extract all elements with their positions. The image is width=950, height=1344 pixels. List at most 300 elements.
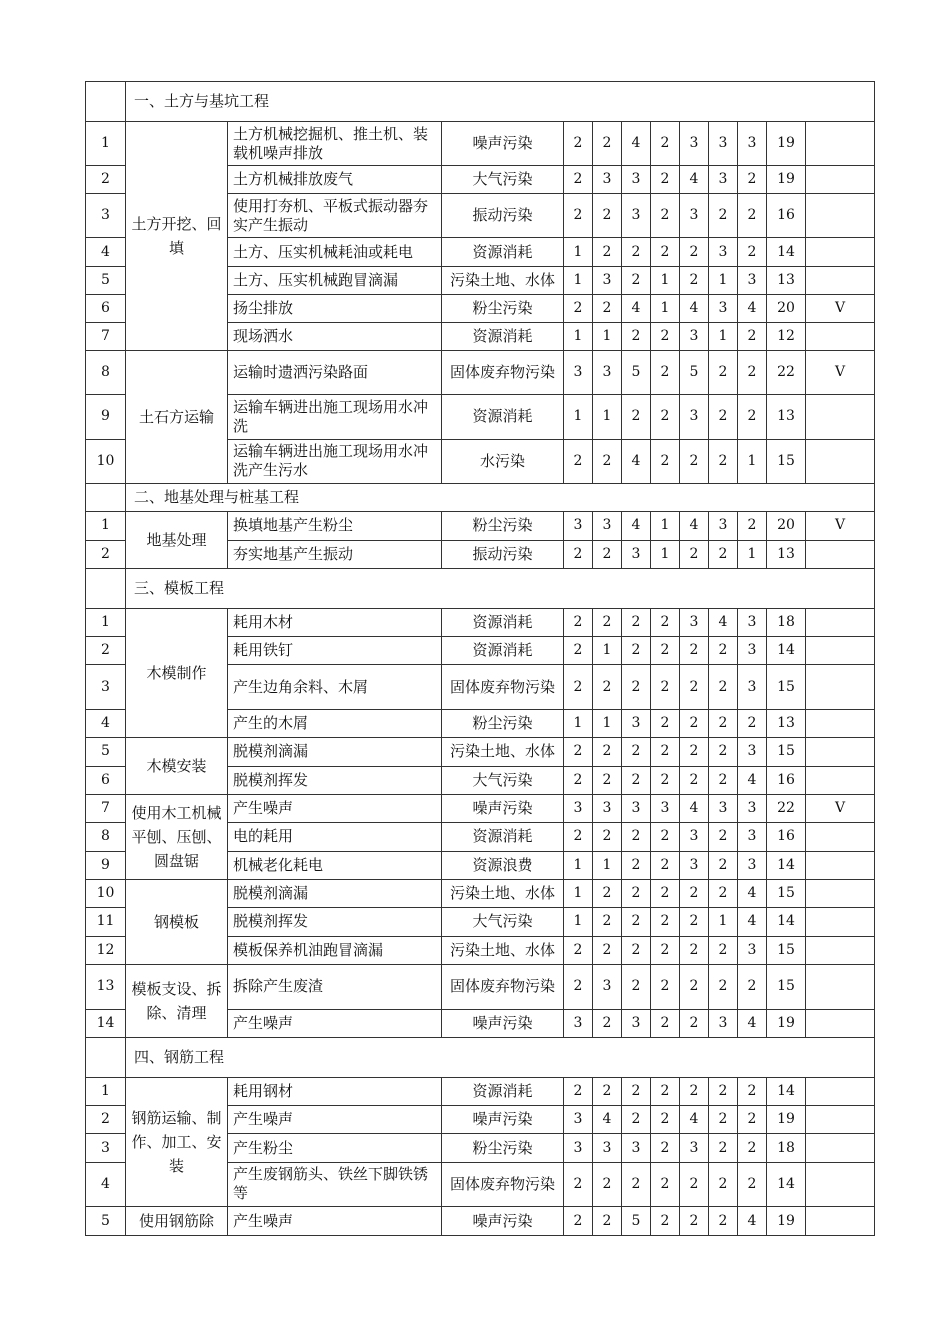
activity-description: 夯实地基产生振动 bbox=[228, 540, 442, 569]
activity-description: 产生噪声 bbox=[228, 1207, 442, 1236]
score-cell: 2 bbox=[709, 637, 738, 665]
table-row bbox=[86, 738, 875, 767]
significance-mark bbox=[806, 322, 875, 350]
score-cell: 2 bbox=[680, 439, 709, 483]
score-cell: 4 bbox=[680, 294, 709, 322]
score-cell: 1 bbox=[564, 322, 593, 350]
total-score: 16 bbox=[767, 194, 806, 238]
score-cell: 1 bbox=[738, 540, 767, 569]
score-cell: 2 bbox=[738, 1078, 767, 1106]
score-cell: 3 bbox=[564, 1134, 593, 1162]
score-cell: 3 bbox=[651, 795, 680, 823]
row-number: 3 bbox=[86, 1134, 126, 1162]
significance-mark: V bbox=[806, 795, 875, 823]
score-cell: 2 bbox=[738, 395, 767, 439]
score-cell: 3 bbox=[622, 709, 651, 737]
significance-mark bbox=[806, 166, 875, 194]
row-number: 11 bbox=[86, 908, 126, 936]
score-cell: 3 bbox=[709, 122, 738, 166]
total-score: 13 bbox=[767, 709, 806, 737]
total-score: 14 bbox=[767, 851, 806, 879]
score-cell: 1 bbox=[564, 238, 593, 266]
total-score: 15 bbox=[767, 936, 806, 964]
significance-mark bbox=[806, 709, 875, 737]
significance-mark bbox=[806, 880, 875, 908]
activity-description: 产生粉尘 bbox=[228, 1134, 442, 1162]
process-name: 钢筋运输、制作、加工、安装 bbox=[126, 1078, 228, 1207]
impact-type: 振动污染 bbox=[442, 540, 564, 569]
score-cell: 2 bbox=[564, 294, 593, 322]
score-cell: 3 bbox=[709, 1009, 738, 1037]
score-cell: 3 bbox=[738, 738, 767, 767]
score-cell: 2 bbox=[564, 609, 593, 637]
row-number: 3 bbox=[86, 665, 126, 709]
score-cell: 2 bbox=[651, 965, 680, 1010]
score-cell: 4 bbox=[738, 880, 767, 908]
score-cell: 3 bbox=[738, 637, 767, 665]
impact-type: 噪声污染 bbox=[442, 122, 564, 166]
score-cell: 2 bbox=[738, 351, 767, 395]
score-cell: 2 bbox=[680, 936, 709, 964]
score-cell: 2 bbox=[651, 880, 680, 908]
score-cell: 2 bbox=[651, 122, 680, 166]
score-cell: 4 bbox=[680, 512, 709, 541]
score-cell: 2 bbox=[651, 851, 680, 879]
score-cell: 5 bbox=[622, 351, 651, 395]
score-cell: 2 bbox=[709, 395, 738, 439]
score-cell: 2 bbox=[651, 936, 680, 964]
score-cell: 2 bbox=[593, 194, 622, 238]
score-cell: 3 bbox=[593, 795, 622, 823]
activity-description: 脱模剂滴漏 bbox=[228, 880, 442, 908]
score-cell: 4 bbox=[680, 1106, 709, 1134]
score-cell: 3 bbox=[738, 122, 767, 166]
impact-type: 噪声污染 bbox=[442, 1009, 564, 1037]
score-cell: 3 bbox=[709, 294, 738, 322]
table-row bbox=[86, 609, 875, 637]
significance-mark: V bbox=[806, 512, 875, 541]
score-cell: 2 bbox=[593, 880, 622, 908]
score-cell: 2 bbox=[680, 1009, 709, 1037]
score-cell: 3 bbox=[593, 965, 622, 1010]
row-number: 1 bbox=[86, 512, 126, 541]
section-title: 二、地基处理与桩基工程 bbox=[126, 484, 875, 512]
score-cell: 3 bbox=[680, 823, 709, 851]
score-cell: 2 bbox=[564, 965, 593, 1010]
section-header-row bbox=[86, 1038, 875, 1078]
row-number: 6 bbox=[86, 294, 126, 322]
score-cell: 4 bbox=[738, 1009, 767, 1037]
score-cell: 2 bbox=[564, 637, 593, 665]
section-blank-cell bbox=[86, 569, 126, 609]
score-cell: 2 bbox=[709, 540, 738, 569]
score-cell: 2 bbox=[651, 194, 680, 238]
score-cell: 2 bbox=[564, 823, 593, 851]
total-score: 15 bbox=[767, 439, 806, 483]
score-cell: 2 bbox=[680, 1162, 709, 1206]
score-cell: 2 bbox=[680, 637, 709, 665]
score-cell: 3 bbox=[709, 166, 738, 194]
score-cell: 2 bbox=[564, 122, 593, 166]
score-cell: 2 bbox=[651, 766, 680, 795]
significance-mark bbox=[806, 266, 875, 294]
score-cell: 2 bbox=[651, 1162, 680, 1206]
table-body bbox=[86, 82, 875, 1236]
score-cell: 4 bbox=[738, 908, 767, 936]
score-cell: 4 bbox=[622, 122, 651, 166]
score-cell: 2 bbox=[680, 709, 709, 737]
activity-description: 使用打夯机、平板式振动器夯实产生振动 bbox=[228, 194, 442, 238]
impact-type: 资源消耗 bbox=[442, 637, 564, 665]
total-score: 19 bbox=[767, 122, 806, 166]
impact-type: 资源消耗 bbox=[442, 1078, 564, 1106]
score-cell: 3 bbox=[680, 322, 709, 350]
score-cell: 2 bbox=[593, 908, 622, 936]
score-cell: 2 bbox=[622, 609, 651, 637]
environmental-aspects-table bbox=[85, 81, 875, 1236]
score-cell: 1 bbox=[738, 439, 767, 483]
impact-type: 噪声污染 bbox=[442, 1207, 564, 1236]
table-row bbox=[86, 122, 875, 166]
total-score: 19 bbox=[767, 166, 806, 194]
row-number: 1 bbox=[86, 1078, 126, 1106]
activity-description: 扬尘排放 bbox=[228, 294, 442, 322]
score-cell: 3 bbox=[709, 795, 738, 823]
significance-mark bbox=[806, 665, 875, 709]
score-cell: 2 bbox=[651, 166, 680, 194]
process-name: 木模制作 bbox=[126, 609, 228, 738]
score-cell: 2 bbox=[593, 238, 622, 266]
score-cell: 2 bbox=[709, 823, 738, 851]
score-cell: 1 bbox=[593, 851, 622, 879]
activity-description: 产生噪声 bbox=[228, 1009, 442, 1037]
score-cell: 2 bbox=[709, 709, 738, 737]
significance-mark bbox=[806, 738, 875, 767]
score-cell: 2 bbox=[709, 194, 738, 238]
score-cell: 2 bbox=[709, 766, 738, 795]
score-cell: 2 bbox=[564, 439, 593, 483]
activity-description: 现场洒水 bbox=[228, 322, 442, 350]
score-cell: 2 bbox=[564, 1207, 593, 1236]
score-cell: 1 bbox=[593, 709, 622, 737]
score-cell: 2 bbox=[593, 122, 622, 166]
table-row bbox=[86, 880, 875, 908]
score-cell: 2 bbox=[709, 1134, 738, 1162]
score-cell: 2 bbox=[709, 738, 738, 767]
row-number: 5 bbox=[86, 738, 126, 767]
table-row bbox=[86, 1078, 875, 1106]
score-cell: 2 bbox=[738, 965, 767, 1010]
total-score: 18 bbox=[767, 1134, 806, 1162]
score-cell: 4 bbox=[622, 439, 651, 483]
score-cell: 2 bbox=[651, 908, 680, 936]
score-cell: 2 bbox=[651, 637, 680, 665]
row-number: 14 bbox=[86, 1009, 126, 1037]
score-cell: 2 bbox=[622, 266, 651, 294]
row-number: 5 bbox=[86, 1207, 126, 1236]
score-cell: 5 bbox=[680, 351, 709, 395]
row-number: 12 bbox=[86, 936, 126, 964]
score-cell: 2 bbox=[651, 823, 680, 851]
total-score: 16 bbox=[767, 823, 806, 851]
score-cell: 3 bbox=[593, 266, 622, 294]
score-cell: 1 bbox=[709, 266, 738, 294]
section-header-row bbox=[86, 484, 875, 512]
score-cell: 2 bbox=[622, 851, 651, 879]
score-cell: 2 bbox=[738, 322, 767, 350]
score-cell: 2 bbox=[709, 665, 738, 709]
score-cell: 2 bbox=[593, 823, 622, 851]
table-row bbox=[86, 1207, 875, 1236]
row-number: 2 bbox=[86, 637, 126, 665]
score-cell: 3 bbox=[738, 609, 767, 637]
score-cell: 2 bbox=[709, 351, 738, 395]
score-cell: 2 bbox=[738, 166, 767, 194]
score-cell: 1 bbox=[564, 908, 593, 936]
total-score: 19 bbox=[767, 1009, 806, 1037]
score-cell: 1 bbox=[593, 637, 622, 665]
score-cell: 1 bbox=[564, 851, 593, 879]
score-cell: 3 bbox=[738, 266, 767, 294]
impact-type: 水污染 bbox=[442, 439, 564, 483]
score-cell: 3 bbox=[564, 795, 593, 823]
score-cell: 1 bbox=[564, 709, 593, 737]
score-cell: 2 bbox=[680, 738, 709, 767]
score-cell: 2 bbox=[680, 908, 709, 936]
table-row bbox=[86, 965, 875, 1010]
score-cell: 4 bbox=[622, 294, 651, 322]
score-cell: 2 bbox=[709, 1207, 738, 1236]
activity-description: 产生噪声 bbox=[228, 1106, 442, 1134]
activity-description: 土方机械排放废气 bbox=[228, 166, 442, 194]
significance-mark bbox=[806, 1009, 875, 1037]
impact-type: 资源消耗 bbox=[442, 823, 564, 851]
total-score: 13 bbox=[767, 266, 806, 294]
score-cell: 2 bbox=[709, 936, 738, 964]
score-cell: 3 bbox=[709, 512, 738, 541]
score-cell: 2 bbox=[738, 512, 767, 541]
total-score: 12 bbox=[767, 322, 806, 350]
score-cell: 2 bbox=[651, 238, 680, 266]
process-name: 钢模板 bbox=[126, 880, 228, 965]
activity-description: 电的耗用 bbox=[228, 823, 442, 851]
score-cell: 2 bbox=[564, 766, 593, 795]
score-cell: 4 bbox=[738, 294, 767, 322]
score-cell: 2 bbox=[593, 439, 622, 483]
significance-mark bbox=[806, 851, 875, 879]
row-number: 5 bbox=[86, 266, 126, 294]
score-cell: 2 bbox=[651, 1078, 680, 1106]
total-score: 14 bbox=[767, 637, 806, 665]
row-number: 1 bbox=[86, 122, 126, 166]
total-score: 15 bbox=[767, 965, 806, 1010]
process-name: 土石方运输 bbox=[126, 351, 228, 484]
row-number: 1 bbox=[86, 609, 126, 637]
score-cell: 2 bbox=[651, 1207, 680, 1236]
significance-mark bbox=[806, 1207, 875, 1236]
score-cell: 2 bbox=[680, 965, 709, 1010]
score-cell: 3 bbox=[593, 166, 622, 194]
section-blank-cell bbox=[86, 1038, 126, 1078]
score-cell: 2 bbox=[593, 609, 622, 637]
activity-description: 运输时遗洒污染路面 bbox=[228, 351, 442, 395]
score-cell: 3 bbox=[680, 609, 709, 637]
score-cell: 2 bbox=[564, 665, 593, 709]
score-cell: 2 bbox=[709, 965, 738, 1010]
impact-type: 资源消耗 bbox=[442, 322, 564, 350]
score-cell: 2 bbox=[622, 1106, 651, 1134]
score-cell: 1 bbox=[564, 395, 593, 439]
score-cell: 2 bbox=[651, 1134, 680, 1162]
significance-mark bbox=[806, 823, 875, 851]
score-cell: 4 bbox=[593, 1106, 622, 1134]
score-cell: 2 bbox=[593, 936, 622, 964]
impact-type: 污染土地、水体 bbox=[442, 936, 564, 964]
total-score: 15 bbox=[767, 880, 806, 908]
score-cell: 2 bbox=[709, 439, 738, 483]
score-cell: 3 bbox=[622, 795, 651, 823]
score-cell: 3 bbox=[680, 122, 709, 166]
score-cell: 3 bbox=[738, 665, 767, 709]
score-cell: 2 bbox=[680, 880, 709, 908]
impact-type: 振动污染 bbox=[442, 194, 564, 238]
significance-mark bbox=[806, 1162, 875, 1206]
process-name: 模板支设、拆除、清理 bbox=[126, 965, 228, 1038]
row-number: 10 bbox=[86, 880, 126, 908]
activity-description: 模板保养机油跑冒滴漏 bbox=[228, 936, 442, 964]
impact-type: 固体废弃物污染 bbox=[442, 351, 564, 395]
significance-mark bbox=[806, 609, 875, 637]
row-number: 10 bbox=[86, 439, 126, 483]
process-name: 木模安装 bbox=[126, 738, 228, 795]
row-number: 4 bbox=[86, 1162, 126, 1206]
score-cell: 2 bbox=[680, 238, 709, 266]
score-cell: 2 bbox=[680, 1207, 709, 1236]
total-score: 15 bbox=[767, 738, 806, 767]
activity-description: 产生边角余料、木屑 bbox=[228, 665, 442, 709]
score-cell: 1 bbox=[564, 266, 593, 294]
score-cell: 2 bbox=[651, 738, 680, 767]
total-score: 19 bbox=[767, 1207, 806, 1236]
score-cell: 2 bbox=[651, 609, 680, 637]
table-row bbox=[86, 795, 875, 823]
score-cell: 3 bbox=[738, 851, 767, 879]
significance-mark bbox=[806, 439, 875, 483]
activity-description: 土方、压实机械耗油或耗电 bbox=[228, 238, 442, 266]
score-cell: 3 bbox=[564, 351, 593, 395]
score-cell: 1 bbox=[651, 266, 680, 294]
row-number: 9 bbox=[86, 851, 126, 879]
activity-description: 脱模剂挥发 bbox=[228, 766, 442, 795]
score-cell: 3 bbox=[593, 351, 622, 395]
section-title: 四、钢筋工程 bbox=[126, 1038, 875, 1078]
significance-mark bbox=[806, 637, 875, 665]
score-cell: 2 bbox=[651, 439, 680, 483]
impact-type: 噪声污染 bbox=[442, 795, 564, 823]
score-cell: 4 bbox=[680, 795, 709, 823]
activity-description: 机械老化耗电 bbox=[228, 851, 442, 879]
score-cell: 3 bbox=[709, 238, 738, 266]
score-cell: 2 bbox=[680, 766, 709, 795]
significance-mark: V bbox=[806, 294, 875, 322]
score-cell: 1 bbox=[593, 395, 622, 439]
total-score: 18 bbox=[767, 609, 806, 637]
row-number: 2 bbox=[86, 1106, 126, 1134]
score-cell: 2 bbox=[564, 194, 593, 238]
score-cell: 2 bbox=[593, 1162, 622, 1206]
score-cell: 2 bbox=[593, 766, 622, 795]
score-cell: 2 bbox=[709, 851, 738, 879]
total-score: 14 bbox=[767, 1078, 806, 1106]
score-cell: 2 bbox=[651, 395, 680, 439]
score-cell: 3 bbox=[622, 1134, 651, 1162]
activity-description: 产生废钢筋头、铁丝下脚铁锈等 bbox=[228, 1162, 442, 1206]
total-score: 14 bbox=[767, 1162, 806, 1206]
total-score: 19 bbox=[767, 1106, 806, 1134]
score-cell: 3 bbox=[680, 1134, 709, 1162]
significance-mark bbox=[806, 395, 875, 439]
activity-description: 换填地基产生粉尘 bbox=[228, 512, 442, 541]
score-cell: 4 bbox=[738, 766, 767, 795]
score-cell: 4 bbox=[680, 166, 709, 194]
score-cell: 2 bbox=[622, 965, 651, 1010]
activity-description: 土方机械挖掘机、推土机、装载机噪声排放 bbox=[228, 122, 442, 166]
score-cell: 2 bbox=[564, 1162, 593, 1206]
score-cell: 2 bbox=[622, 936, 651, 964]
score-cell: 4 bbox=[738, 1207, 767, 1236]
score-cell: 2 bbox=[593, 540, 622, 569]
score-cell: 3 bbox=[738, 795, 767, 823]
significance-mark bbox=[806, 1078, 875, 1106]
score-cell: 2 bbox=[593, 1009, 622, 1037]
score-cell: 2 bbox=[622, 1078, 651, 1106]
score-cell: 1 bbox=[593, 322, 622, 350]
significance-mark bbox=[806, 194, 875, 238]
impact-type: 资源消耗 bbox=[442, 238, 564, 266]
significance-mark bbox=[806, 1134, 875, 1162]
activity-description: 产生噪声 bbox=[228, 795, 442, 823]
score-cell: 2 bbox=[564, 1078, 593, 1106]
score-cell: 2 bbox=[651, 1106, 680, 1134]
score-cell: 2 bbox=[593, 738, 622, 767]
score-cell: 2 bbox=[622, 766, 651, 795]
significance-mark bbox=[806, 936, 875, 964]
score-cell: 1 bbox=[651, 294, 680, 322]
activity-description: 拆除产生废渣 bbox=[228, 965, 442, 1010]
activity-description: 脱模剂滴漏 bbox=[228, 738, 442, 767]
row-number: 7 bbox=[86, 322, 126, 350]
score-cell: 3 bbox=[738, 936, 767, 964]
section-title: 三、模板工程 bbox=[126, 569, 875, 609]
impact-type: 污染土地、水体 bbox=[442, 738, 564, 767]
score-cell: 2 bbox=[738, 1106, 767, 1134]
row-number: 2 bbox=[86, 540, 126, 569]
section-header-row bbox=[86, 82, 875, 122]
score-cell: 2 bbox=[564, 936, 593, 964]
significance-mark bbox=[806, 965, 875, 1010]
row-number: 9 bbox=[86, 395, 126, 439]
activity-description: 土方、压实机械跑冒滴漏 bbox=[228, 266, 442, 294]
impact-type: 固体废弃物污染 bbox=[442, 1162, 564, 1206]
total-score: 13 bbox=[767, 395, 806, 439]
total-score: 13 bbox=[767, 540, 806, 569]
score-cell: 2 bbox=[564, 738, 593, 767]
score-cell: 2 bbox=[622, 395, 651, 439]
row-number: 8 bbox=[86, 351, 126, 395]
significance-mark bbox=[806, 540, 875, 569]
score-cell: 2 bbox=[651, 665, 680, 709]
impact-type: 大气污染 bbox=[442, 908, 564, 936]
